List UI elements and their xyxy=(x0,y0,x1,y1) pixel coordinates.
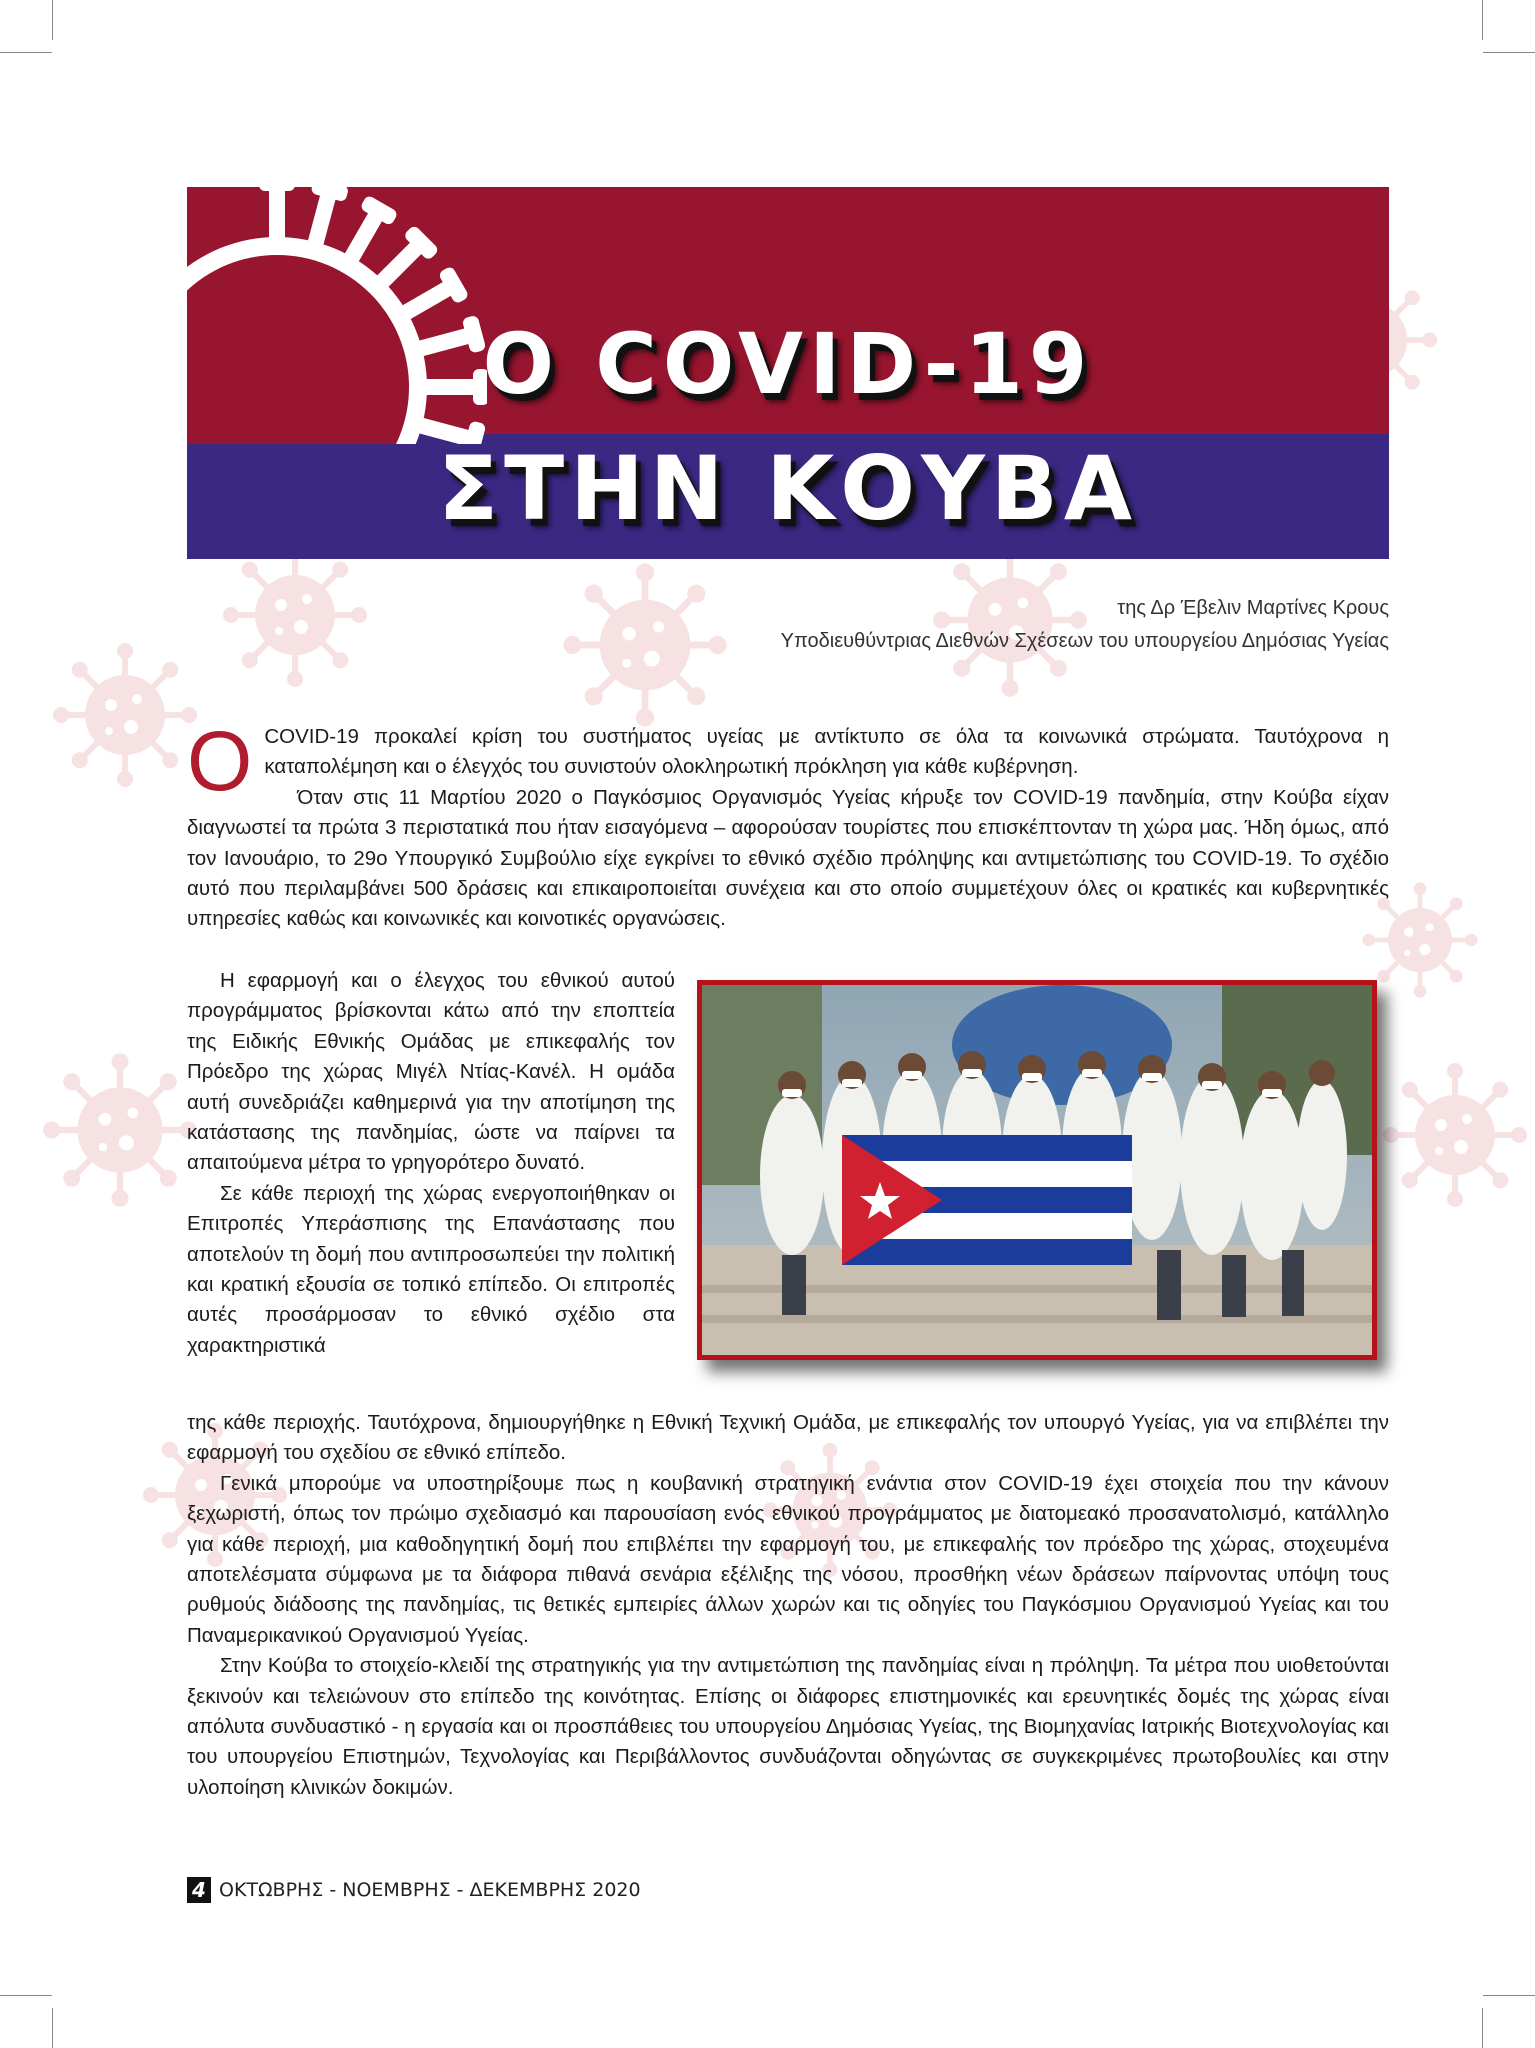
title-banner xyxy=(187,187,1389,559)
article-intro xyxy=(187,714,1389,935)
article-column xyxy=(187,966,675,1361)
page-title: Ο COVID-19 xyxy=(482,315,1094,413)
paragraph: Όταν στις 11 Μαρτίου 2020 ο Παγκόσμιος Οργανισμός Υγείας κήρυξε τον COVID-19 πανδημία, στην Κούβα είχαν διαγνωστεί τα πρώτα 3 περιστατικά που ήταν εισαγόμενα – αφορούσαν τουρίστες που επισκέπτονταν τη χώρα μας. Ήδη όμως, από τον Ιανουάριο, το 29ο Υπουργικό Συμβούλιο είχε εγκρίνει το εθνικό σχέδιο πρόληψης και αντιμετώπισης του COVID-19. Το σχέδιο αυτό που περιλαμβάνει 500 δράσεις και επικαιροποιείται συνέχεια και στο οποίο συμμετέχουν όλες οι κρατικές και κυβερνητικές υπηρεσίες καθώς και κοινωνικές και κοινοτικές οργανώσεις. xyxy=(187,785,1389,931)
article-body xyxy=(187,1408,1389,1803)
page-subtitle: ΣΤΗΝ ΚΟΥΒΑ xyxy=(438,437,1138,540)
crop-mark xyxy=(1482,0,1483,40)
page-number: 4 xyxy=(187,1877,211,1903)
author-role: Υποδιευθύντριας Διεθνών Σχέσεων του υπουργείου Δημόσιας Υγείας xyxy=(780,630,1389,652)
issue-date: ΟΚΤΩΒΡΗΣ - ΝΟΕΜΒΡΗΣ - ΔΕΚΕΜΒΡΗΣ 2020 xyxy=(219,1879,641,1901)
photo-doctors-cuban-flag xyxy=(702,985,1372,1355)
virus-decoration-icon xyxy=(40,1050,200,1210)
crop-mark xyxy=(0,52,52,53)
crop-mark xyxy=(1482,2008,1483,2048)
virus-decoration-icon xyxy=(50,640,200,790)
virus-decoration-icon xyxy=(1380,1060,1530,1210)
paragraph: Η εφαρμογή και ο έλεγχος του εθνικού αυτού προγράμματος βρίσκονται κάτω από την εποπτεία της Ειδικής Εθνικής Ομάδας με επικεφαλής τον Πρόεδρο της χώρας Μιγέλ Ντίας-Κανέλ. Η ομάδα αυτή συνεδριάζει καθημερινά για την αποτίμηση της κατάστασης της πανδημίας, ώστε να παίρνει τα απαιτούμενα μέτρα το γρηγορότερο δυνατό. xyxy=(187,969,675,1175)
paragraph: Σε κάθε περιοχή της χώρας ενεργοποιήθηκαν οι Επιτροπές Υπεράσπισης της Επανάστασης που αποτελούν τη δομή που αντιπροσωπεύει την πολιτική και κρατική εξουσία σε τοπικό επίπεδο. Οι επιτροπές αυτές προσάρμοσαν το εθνικό σχέδιο στα χαρακτηριστικά xyxy=(187,1181,675,1357)
dropcap: Ο xyxy=(187,714,253,808)
virus-decoration-icon xyxy=(560,560,730,730)
crop-mark xyxy=(1483,1995,1535,1996)
paragraph: Στην Κούβα το στοιχείο-κλειδί της στρατηγικής για την αντιμετώπιση της πανδημίας είναι η πρόληψη. Τα μέτρα που υιοθετούνται ξεκινούν και τελειώνουν στο επίπεδο της κοινότητας. Επίσης οι διάφορες επιστημονικές και ερευνητικές δομές της χώρας είναι απόλυτα συνδυαστικό - η εργασία και οι προσπάθειες του υπουργείου Δημόσιας Υγείας, της Βιομηχανίας Ιατρικής Βιοτεχνολογίας και του υπουργείου Επιστημών, Τεχνολογίας και Περιβάλλοντος συνδυάζονται οδηγώντας σε συγκεκριμένες πρωτοβουλίες και στην υλοποίηση κλινικών δοκιμών. xyxy=(187,1654,1389,1799)
virus-decoration-icon xyxy=(220,540,370,690)
article-photo xyxy=(697,980,1377,1360)
paragraph: ΟCOVID-19 προκαλεί κρίση του συστήματος υγείας με αντίκτυπο σε όλα τα κοινωνικά στρώματα. Ταυτόχρονα η καταπολέμηση και ο έλεγχός του συνιστούν ολοκληρωτική πρόκληση για κάθε κυβέρνηση. xyxy=(187,714,1389,808)
byline xyxy=(781,592,1389,658)
crop-mark xyxy=(52,2008,53,2048)
author-name: της Δρ Έβελιν Μαρτίνες Κρους xyxy=(1117,597,1389,619)
crop-mark xyxy=(1483,52,1535,53)
paragraph: της κάθε περιοχής. Ταυτόχρονα, δημιουργήθηκε η Εθνική Τεχνική Ομάδα, με επικεφαλής τον υπουργό Υγείας, για να επιβλέπει την εφαρμογή του σχεδίου σε εθνικό επίπεδο. xyxy=(187,1411,1389,1465)
crop-mark xyxy=(52,0,53,40)
paragraph: Γενικά μπορούμε να υποστηρίξουμε πως η κουβανική στρατηγική ενάντια στον COVID-19 έχει στοιχεία που την κάνουν ξεχωριστή, όπως τον πρώιμο σχεδιασμό και παρουσίαση ενός εθνικού προγράμματος με διατομεακό προσανατολισμό, κατάλληλο για κάθε περιοχή, μια καθοδηγητική δομή που επιβλέπει την εφαρμογή του, με επικεφαλής τον πρόεδρο της χώρας, στοχευμένα αποτελέσματα σύμφωνα με τα διάφορα πιθανά σενάρια εξέλιξης της νόσου, προσθήκη νέων δράσεων παίρνοντας υπόψη τους ρυθμούς διάδοσης της πανδημίας, τις θετικές εμπειρίες άλλων χωρών και τις οδηγίες του Παγκόσμιου Οργανισμού Υγείας και του Παναμερικανικού Οργανισμού Υγείας. xyxy=(187,1471,1389,1647)
crop-mark xyxy=(0,1995,52,1996)
page-footer xyxy=(187,1876,641,1904)
